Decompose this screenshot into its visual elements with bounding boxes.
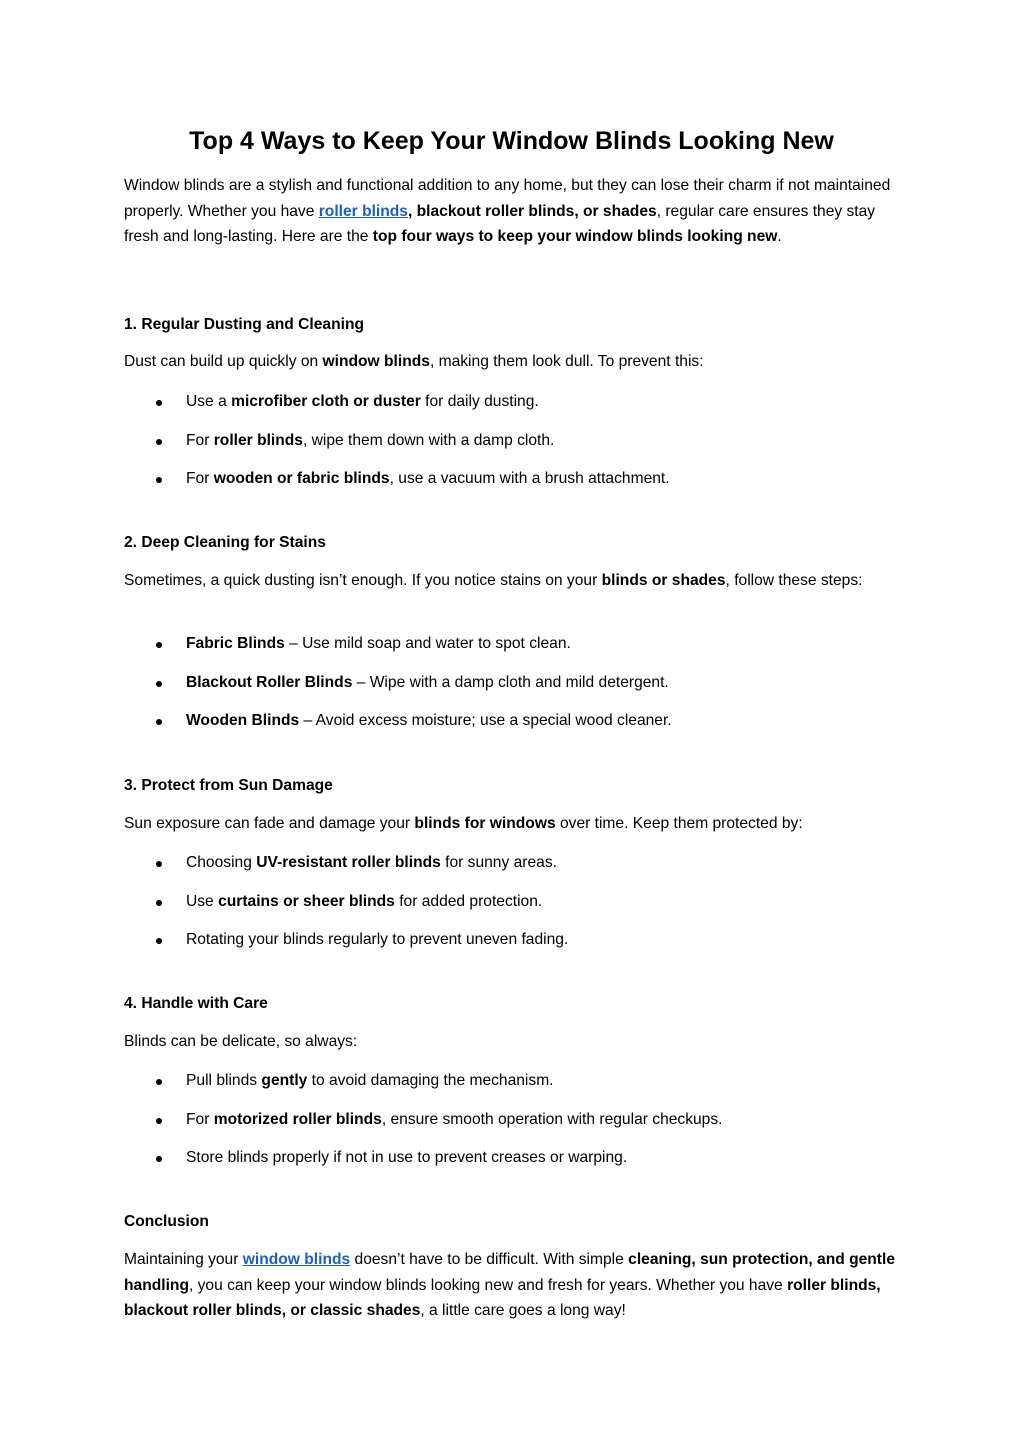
- window-blinds-link[interactable]: window blinds: [242, 1251, 351, 1268]
- intro-text: Window blinds are a stylish and functional addition to any home, but they can lose their charm if not maintained properly. Whether you have: [124, 177, 891, 220]
- section-heading: Conclusion: [124, 1213, 209, 1230]
- item-text: Use a: [186, 393, 232, 410]
- lead-text: Dust can build up quickly on: [124, 353, 323, 370]
- item-text: , wipe them down with a damp cloth.: [302, 431, 555, 449]
- item-bold: curtains or sheer blinds: [218, 892, 395, 910]
- bullet-icon: [156, 938, 162, 944]
- conclusion-bold: roller blinds, blackout roller blinds, or classic shades: [124, 1276, 881, 1319]
- conclusion-text: Maintaining your: [124, 1251, 243, 1268]
- lead-text: Blinds can be delicate, so always:: [124, 1033, 358, 1050]
- item-bold: Wooden Blinds: [186, 712, 300, 729]
- section-lead: [124, 568, 902, 594]
- lead-bold: blinds or shades: [601, 572, 726, 589]
- conclusion-paragraph: [124, 1247, 902, 1324]
- item-text: , ensure smooth operation with regular checkups.: [381, 1110, 723, 1128]
- intro-text: .: [777, 228, 782, 245]
- intro-paragraph: [124, 173, 902, 250]
- list-item: [124, 853, 902, 873]
- item-text: For: [186, 1110, 214, 1128]
- item-text: – Wipe with a damp cloth and mild detergent.: [352, 673, 669, 691]
- item-text: for daily dusting.: [420, 393, 539, 410]
- lead-text: , follow these steps:: [725, 572, 863, 589]
- list-item: [124, 1110, 902, 1130]
- list-item: [124, 930, 902, 950]
- list-item: [124, 431, 902, 451]
- intro-bold: top four ways to keep your window blinds looking new: [372, 228, 778, 245]
- lead-bold: blinds for windows: [414, 815, 556, 832]
- bullet-icon: [156, 1118, 162, 1124]
- bullet-list: [124, 392, 902, 489]
- item-bold: UV-resistant roller blinds: [256, 854, 441, 871]
- section-lead: [124, 811, 902, 837]
- bullet-icon: [156, 439, 162, 445]
- bullet-icon: [156, 400, 162, 406]
- bullet-list: [124, 1071, 902, 1168]
- bullet-list: [124, 853, 902, 950]
- item-text: for added protection.: [394, 892, 543, 910]
- item-bold: wooden or fabric blinds: [213, 470, 390, 487]
- item-text: Pull blinds: [186, 1072, 262, 1089]
- intro-bold: , blackout roller blinds, or shades: [407, 202, 657, 220]
- item-text: – Use mild soap and water to spot clean.: [284, 635, 571, 652]
- item-text: Choosing: [186, 854, 257, 871]
- bullet-icon: [156, 719, 162, 725]
- item-text: for sunny areas.: [440, 854, 557, 871]
- item-text: Use: [186, 892, 219, 910]
- bullet-list: [124, 634, 902, 731]
- section-lead: [124, 349, 902, 375]
- list-item: [124, 892, 902, 912]
- list-item: [124, 634, 902, 654]
- bullet-icon: [156, 642, 162, 648]
- list-item: [124, 1071, 902, 1091]
- lead-text: , making them look dull. To prevent this:: [429, 353, 704, 370]
- section-heading: 1. Regular Dusting and Cleaning: [124, 316, 364, 333]
- bullet-icon: [156, 681, 162, 687]
- page-title: Top 4 Ways to Keep Your Window Blinds Looking New: [189, 127, 834, 155]
- item-bold: roller blinds: [213, 431, 303, 449]
- item-bold: microfiber cloth or duster: [231, 393, 421, 410]
- item-text: For: [186, 470, 214, 487]
- lead-text: Sun exposure can fade and damage your: [124, 815, 415, 832]
- item-text: to avoid damaging the mechanism.: [307, 1072, 554, 1089]
- lead-bold: window blinds: [322, 353, 430, 370]
- lead-text: Sometimes, a quick dusting isn’t enough. If you notice stains on your: [124, 572, 602, 589]
- list-item: [124, 392, 902, 412]
- section-heading: 3. Protect from Sun Damage: [124, 777, 333, 794]
- list-item: [124, 711, 902, 731]
- item-bold: Fabric Blinds: [186, 635, 285, 652]
- bullet-icon: [156, 1079, 162, 1085]
- item-bold: gently: [261, 1072, 308, 1089]
- conclusion-text: doesn’t have to be difficult. With simple: [350, 1251, 629, 1268]
- list-item: [124, 673, 902, 693]
- item-text: , use a vacuum with a brush attachment.: [389, 470, 670, 487]
- item-bold: Blackout Roller Blinds: [186, 673, 353, 691]
- lead-text: over time. Keep them protected by:: [555, 815, 803, 832]
- bullet-icon: [156, 1156, 162, 1162]
- item-text: Rotating your blinds regularly to prevent uneven fading.: [186, 931, 569, 948]
- item-text: Store blinds properly if not in use to prevent creases or warping.: [186, 1149, 628, 1166]
- conclusion-text: , you can keep your window blinds looking new and fresh for years. Whether you have: [188, 1276, 788, 1294]
- item-text: For: [186, 431, 214, 449]
- list-item: [124, 1148, 902, 1168]
- list-item: [124, 469, 902, 489]
- bullet-icon: [156, 861, 162, 867]
- section-lead: [124, 1029, 902, 1055]
- bullet-icon: [156, 477, 162, 483]
- conclusion-bold: cleaning, sun protection, and gentle handling: [124, 1251, 895, 1294]
- item-text: – Avoid excess moisture; use a special wood cleaner.: [299, 712, 672, 729]
- section-heading: 2. Deep Cleaning for Stains: [124, 534, 326, 551]
- item-bold: motorized roller blinds: [213, 1110, 382, 1128]
- intro-text: , regular care ensures they stay fresh and long-lasting. Here are the: [124, 202, 876, 245]
- conclusion-text: , a little care goes a long way!: [420, 1302, 626, 1319]
- section-heading: 4. Handle with Care: [124, 995, 268, 1012]
- roller-blinds-link[interactable]: roller blinds: [318, 202, 408, 220]
- bullet-icon: [156, 900, 162, 906]
